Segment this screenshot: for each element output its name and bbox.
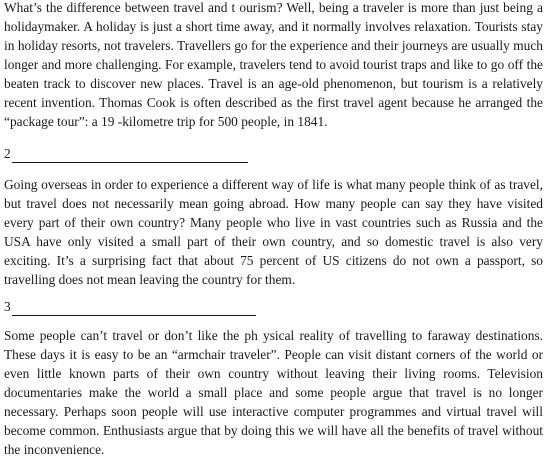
blank-3 <box>4 297 256 316</box>
answer-line <box>12 150 248 163</box>
answer-line <box>12 303 256 316</box>
blank-number: 3 <box>4 299 11 314</box>
paragraph-3: Some people can’t travel or don’t like the ph ysical reality of travelling to faraway destinations. These days it is easy to be an “armchair traveler”. People can visit distant corners of the world or even little known parts of their own country without leaving their living rooms. Television documentaries make the world a small place and some people argue that travel is no longer necessary. Perhaps soon people will use interactive computer programmes and virtual travel will become common. Enthusiasts argue that by doing this we will have all the benefits of travel without the inconvenience. <box>4 328 543 457</box>
paragraph-1: What’s the difference between travel and t ourism? Well, being a traveler is more than just being a holidaymaker. A holiday is just a short time away, and it normally involves relaxation. Tourists stay in holiday resorts, not travelers. Travellers go for the experience and their journeys are usually much longer and more challenging. For example, travelers tend to avoid tourist traps and like to go off the beaten track to discover new places. Travel is an age-old phenomenon, but tourism is a relatively recent invention. Thomas Cook is often described as the first travel agent because he arranged the “package tour”: a 19 -kilometre trip for 500 people, in 1841. <box>4 0 543 129</box>
blank-number: 2 <box>4 146 11 161</box>
paragraph-2: Going overseas in order to experience a different way of life is what many people think of as travel, but travel does not necessarily mean going abroad. How many people can say they have visited every part of their own country? Many people who live in vast countries such as Russia and the USA have only visited a small part of their own country, and so domestic travel is also very exciting. It’s a surprising fact that about 75 percent of US citizens do not own a passport, so travelling does not mean leaving the country for them. <box>4 177 543 287</box>
blank-2 <box>4 144 248 163</box>
